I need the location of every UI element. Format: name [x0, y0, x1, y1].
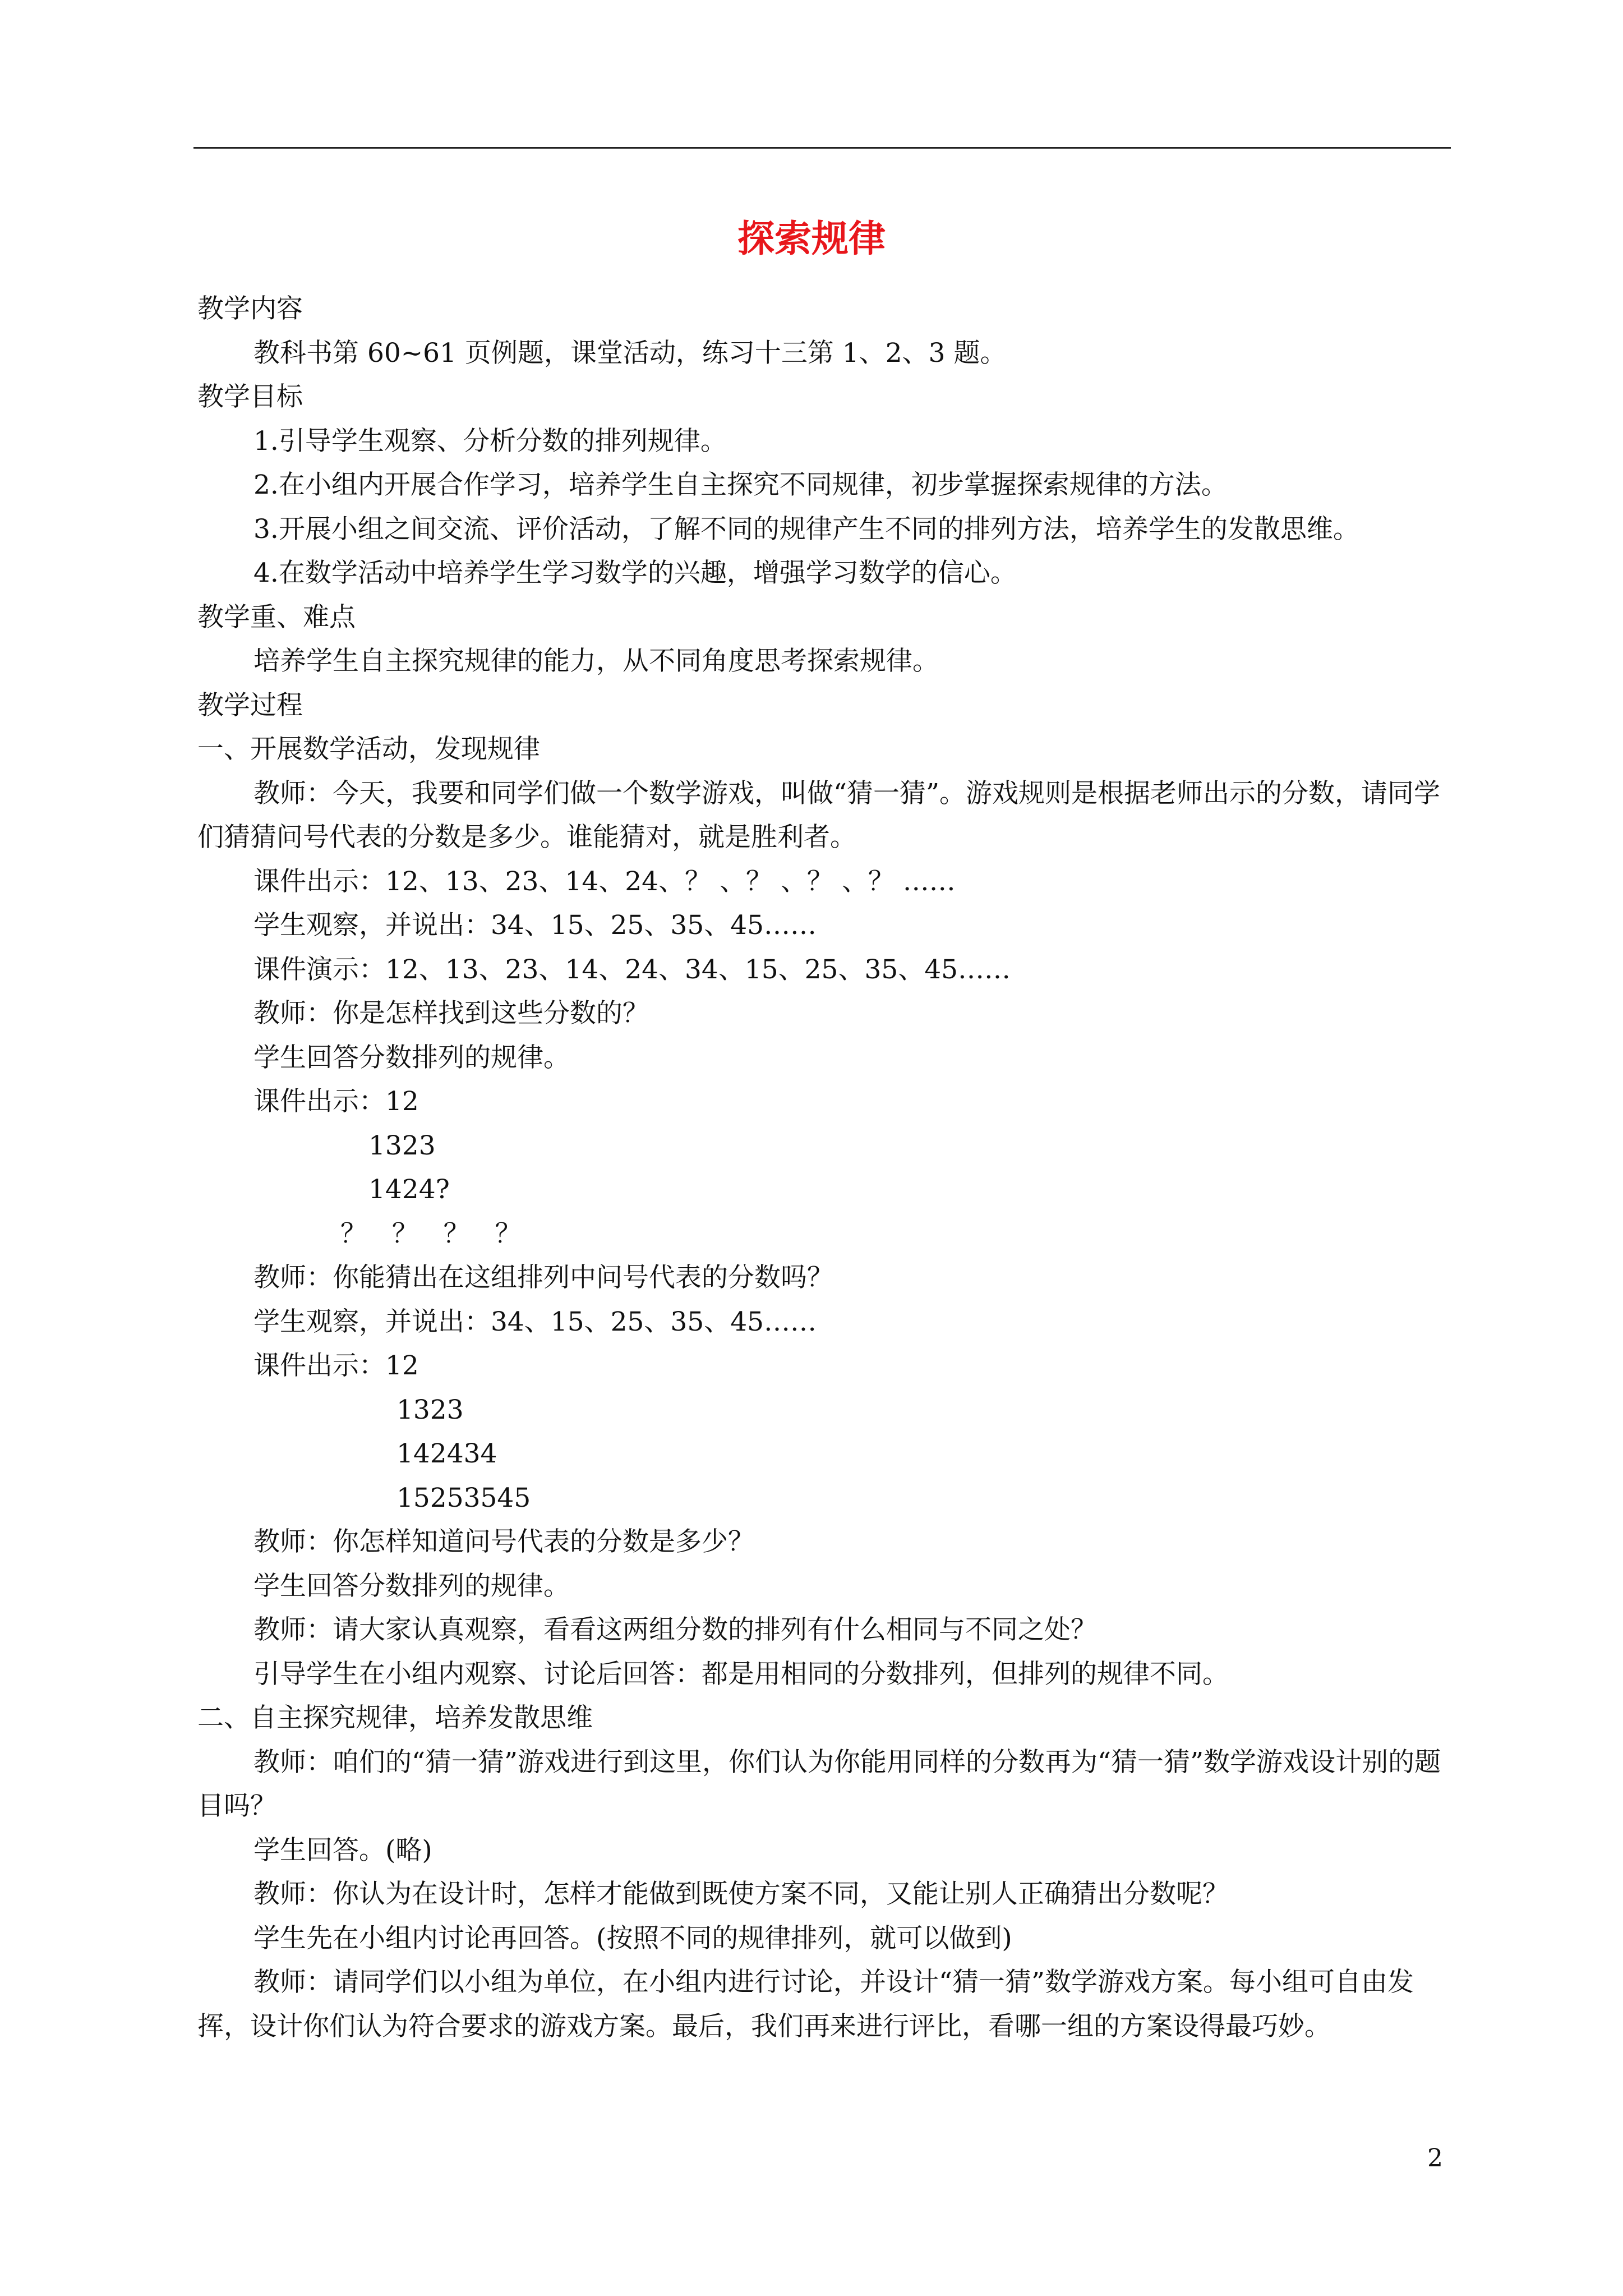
document-body — [197, 287, 1451, 2049]
line: 教师：你能猜出在这组排列中问号代表的分数吗？ — [253, 1262, 833, 1293]
line: ？ ？ ？ ？ — [340, 1218, 522, 1249]
line: 教师：请同学们以小组为单位，在小组内进行讨论，并设计“猜一猜”数学游戏方案。每小组可自由发挥，设计你们认为符合要求的游戏方案。最后，我们再来进行评比，看哪一组的方案设得最巧妙。 — [197, 1967, 1414, 2042]
line: 教学重、难点 — [197, 601, 356, 633]
line: 教学过程 — [197, 689, 303, 721]
line: 一、开展数学活动，发现规律 — [197, 734, 540, 765]
line: 学生观察，并说出：34、15、25、35、45…… — [253, 1306, 817, 1337]
line: 学生回答。(略) — [253, 1834, 432, 1866]
line: 引导学生在小组内观察、讨论后回答：都是用相同的分数排列，但排列的规律不同。 — [253, 1658, 1229, 1690]
line: 教学目标 — [197, 381, 303, 412]
line: 教师：你是怎样找到这些分数的？ — [253, 998, 649, 1029]
page-number: 2 — [1427, 2144, 1443, 2173]
line: 1424? — [368, 1174, 450, 1205]
line: 培养学生自主探究规律的能力，从不同角度思考探索规律。 — [253, 646, 939, 677]
line: 15253545 — [396, 1482, 531, 1513]
line: 教科书第 60~61 页例题，课堂活动，练习十三第 1、2、3 题。 — [253, 337, 1007, 369]
line: 4.在数学活动中培养学生学习数学的兴趣，增强学习数学的信心。 — [253, 558, 1017, 588]
line: 教学内容 — [197, 293, 303, 324]
line: 教师：你怎样知道问号代表的分数是多少？ — [253, 1526, 754, 1557]
line: 课件出示：12 — [253, 1350, 419, 1381]
line: 教师：请大家认真观察，看看这两组分数的排列有什么相同与不同之处？ — [253, 1614, 1097, 1645]
line: 3.开展小组之间交流、评价活动，了解不同的规律产生不同的排列方法，培养学生的发散思维。 — [253, 513, 1359, 545]
line: 142434 — [396, 1438, 497, 1469]
line: 1323 — [396, 1394, 464, 1425]
line: 课件演示：12、13、23、14、24、34、15、25、35、45…… — [253, 954, 1011, 985]
line: 教师：今天，我要和同学们做一个数学游戏，叫做“猜一猜”。游戏规则是根据老师出示的分数，请同学们猜猜问号代表的分数是多少。谁能猜对，就是胜利者。 — [197, 777, 1441, 853]
line: 学生观察，并说出：34、15、25、35、45…… — [253, 910, 817, 941]
line: 学生回答分数排列的规律。 — [253, 1042, 570, 1073]
line: 2.在小组内开展合作学习，培养学生自主探究不同规律，初步掌握探索规律的方法。 — [253, 470, 1228, 500]
line: 学生先在小组内讨论再回答。(按照不同的规律排列，就可以做到) — [253, 1922, 1012, 1954]
line: 教师：你认为在设计时，怎样才能做到既使方案不同，又能让别人正确猜出分数呢？ — [253, 1879, 1229, 1910]
line: 1323 — [368, 1130, 436, 1161]
document-title: 探索规律 — [737, 217, 886, 260]
line: 学生回答分数排列的规律。 — [253, 1570, 570, 1602]
line: 课件出示：12、13、23、14、24、？ 、？ 、？ 、？ …… — [253, 866, 956, 897]
line: 课件出示：12 — [253, 1086, 419, 1117]
header-rule — [193, 147, 1451, 149]
line: 教师：咱们的“猜一猜”游戏进行到这里，你们认为你能用同样的分数再为“猜一猜”数学游戏设计别的题目吗？ — [197, 1746, 1441, 1821]
line: 1.引导学生观察、分析分数的排列规律。 — [253, 425, 727, 457]
line: 二、自主探究规律，培养发散思维 — [197, 1703, 593, 1733]
